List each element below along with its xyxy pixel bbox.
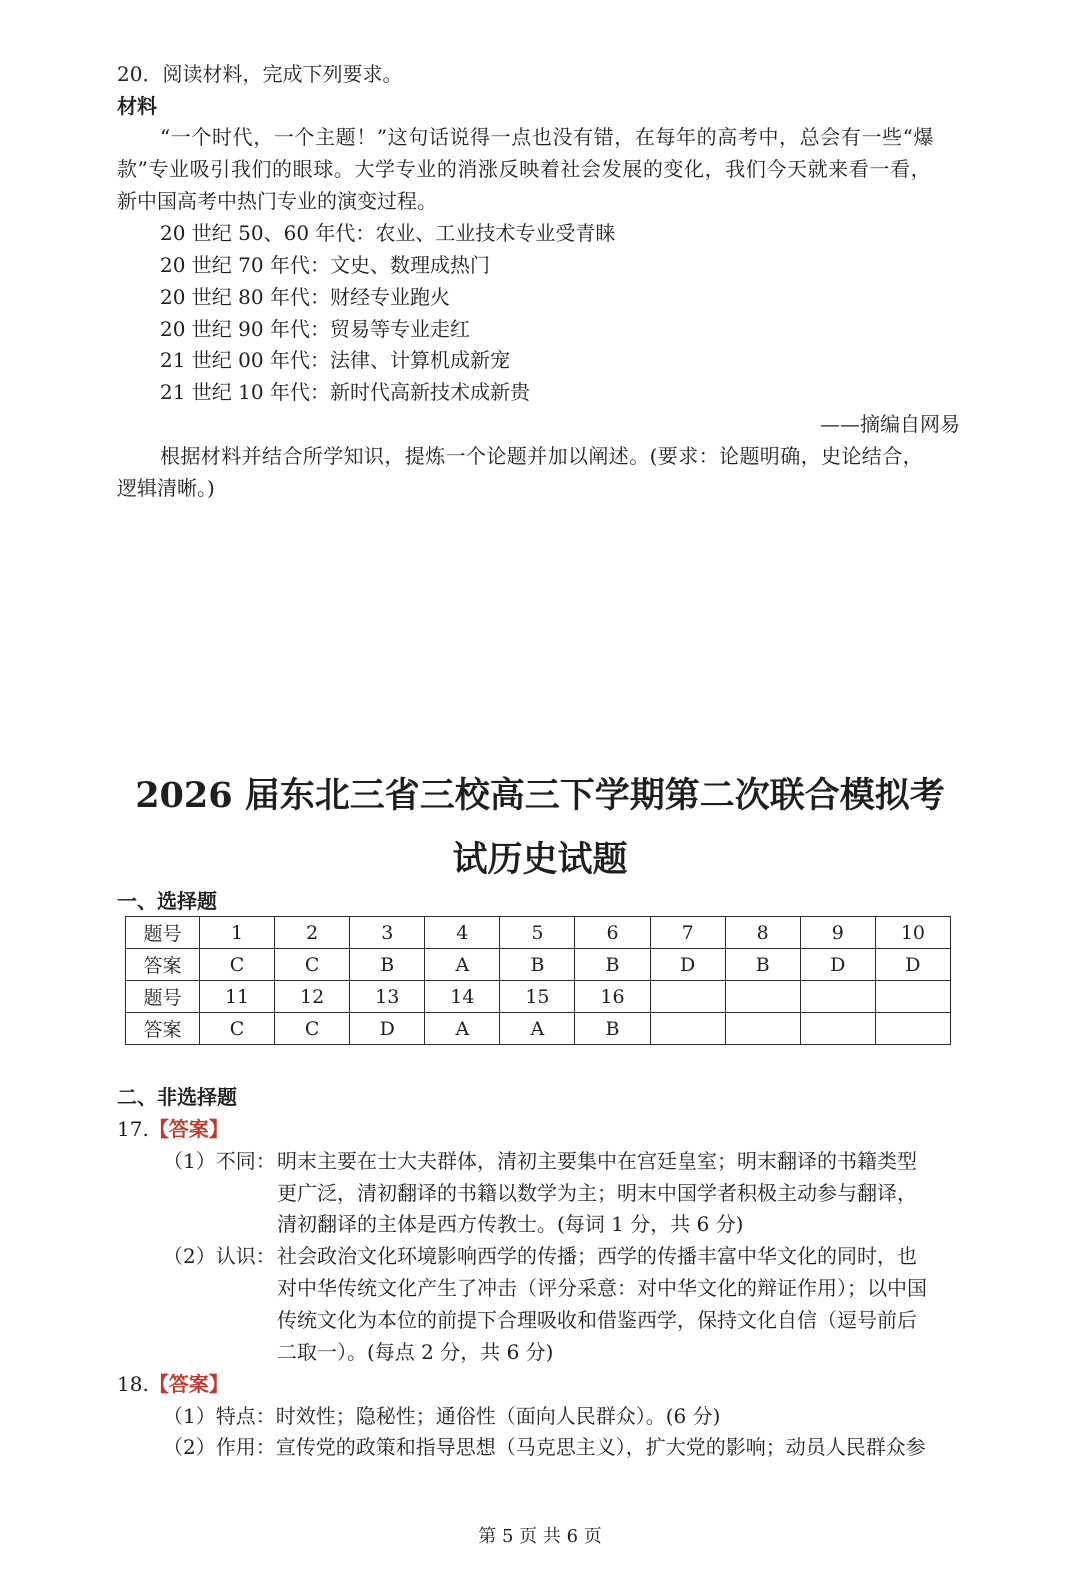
table-cell: C <box>200 1013 275 1045</box>
era-item: 20 世纪 80 年代：财经专业跑火 <box>160 285 450 309</box>
table-row <box>126 949 951 981</box>
table-cell: B <box>500 949 575 981</box>
answer-line: 二取一）。(每点 2 分，共 6 分) <box>277 1340 554 1364</box>
table-cell: A <box>425 1013 500 1045</box>
table-cell: 4 <box>425 917 500 949</box>
table-cell: 5 <box>500 917 575 949</box>
table-cell: C <box>200 949 275 981</box>
table-cell: C <box>275 949 350 981</box>
table-cell: 11 <box>200 981 275 1013</box>
task-line: 逻辑清晰。) <box>117 476 215 500</box>
table-cell <box>725 981 800 1013</box>
section1-label: 一、选择题 <box>117 889 217 913</box>
table-cell <box>650 981 725 1013</box>
table-row <box>126 981 951 1013</box>
q17-answer-tag: 【答案】 <box>148 1117 229 1141</box>
material-line: 款”专业吸引我们的眼球。大学专业的消涨反映着社会发展的变化，我们今天就来看一看， <box>117 157 932 181</box>
answer-table <box>125 916 951 1045</box>
table-row <box>126 917 951 949</box>
table-cell: 9 <box>800 917 875 949</box>
q17-part2-label: （2）认识： <box>163 1244 276 1268</box>
table-cell: B <box>575 949 650 981</box>
table-cell: B <box>575 1013 650 1045</box>
page-title-line2: 试历史试题 <box>452 839 628 880</box>
q18-part1: （1）特点：时效性；隐秘性；通俗性（面向人民群众）。(6 分) <box>163 1404 721 1428</box>
table-cell: 12 <box>275 981 350 1013</box>
q18-heading <box>117 1368 229 1400</box>
material-label: 材料 <box>117 94 157 118</box>
era-item: 20 世纪 50、60 年代：农业、工业技术专业受青睐 <box>160 221 616 245</box>
table-cell: 答案 <box>126 1013 200 1045</box>
answer-line: 传统文化为本位的前提下合理吸收和借鉴西学，保持文化自信（逗号前后 <box>277 1308 917 1332</box>
material-source: ——摘编自网易 <box>820 412 960 436</box>
table-row <box>126 1013 951 1045</box>
table-cell: 15 <box>500 981 575 1013</box>
table-cell: 8 <box>725 917 800 949</box>
table-cell: 1 <box>200 917 275 949</box>
material-line: 新中国高考中热门专业的演变过程。 <box>117 189 437 213</box>
table-cell: D <box>350 1013 425 1045</box>
table-cell: 10 <box>875 917 950 949</box>
table-cell: 14 <box>425 981 500 1013</box>
era-item: 21 世纪 00 年代：法律、计算机成新宠 <box>160 348 510 372</box>
table-cell <box>650 1013 725 1045</box>
table-cell <box>875 1013 950 1045</box>
table-cell: 7 <box>650 917 725 949</box>
era-item: 20 世纪 70 年代：文史、数理成热门 <box>160 253 490 277</box>
q18-answer-tag: 【答案】 <box>148 1372 229 1396</box>
q18-part2: （2）作用：宣传党的政策和指导思想（马克思主义），扩大党的影响；动员人民群众参 <box>163 1435 926 1459</box>
table-cell <box>800 981 875 1013</box>
table-cell: 答案 <box>126 949 200 981</box>
table-cell: 题号 <box>126 917 200 949</box>
table-cell <box>875 981 950 1013</box>
table-cell: 题号 <box>126 981 200 1013</box>
table-cell: D <box>875 949 950 981</box>
era-item: 20 世纪 90 年代：贸易等专业走红 <box>160 317 470 341</box>
page-footer: 第 5 页 共 6 页 <box>478 1526 602 1547</box>
task-line: 根据材料并结合所学知识，提炼一个论题并加以阐述。(要求：论题明确，史论结合， <box>160 444 924 468</box>
answer-line: 对中华传统文化产生了冲击（评分采意：对中华文化的辩证作用）；以中国 <box>277 1276 927 1300</box>
q17-heading <box>117 1113 229 1145</box>
table-cell: B <box>725 949 800 981</box>
table-cell: 6 <box>575 917 650 949</box>
table-cell <box>725 1013 800 1045</box>
table-cell: B <box>350 949 425 981</box>
material-line: “一个时代，一个主题！”这句话说得一点也没有错，在每年的高考中，总会有一些“爆 <box>160 125 935 149</box>
table-cell: 3 <box>350 917 425 949</box>
table-cell: C <box>275 1013 350 1045</box>
era-item: 21 世纪 10 年代：新时代高新技术成新贵 <box>160 380 530 404</box>
table-cell: A <box>425 949 500 981</box>
table-cell <box>800 1013 875 1045</box>
answer-line: 社会政治文化环境影响西学的传播；西学的传播丰富中华文化的同时，也 <box>277 1244 917 1268</box>
table-cell: D <box>800 949 875 981</box>
section2-label: 二、非选择题 <box>117 1085 237 1109</box>
table-cell: 2 <box>275 917 350 949</box>
table-cell: D <box>650 949 725 981</box>
q17-part1-label: （1）不同： <box>163 1149 276 1173</box>
answer-line: 更广泛，清初翻译的书籍以数学为主；明末中国学者积极主动参与翻译， <box>277 1181 917 1205</box>
q18-number: 18. <box>117 1372 149 1396</box>
q20-heading: 20．阅读材料，完成下列要求。 <box>117 62 403 86</box>
q17-number: 17. <box>117 1117 149 1141</box>
table-cell: A <box>500 1013 575 1045</box>
answer-line: 明末主要在士大夫群体，清初主要集中在宫廷皇室；明末翻译的书籍类型 <box>277 1149 917 1173</box>
answer-line: 清初翻译的主体是西方传教士。(每词 1 分，共 6 分) <box>277 1212 744 1236</box>
page-title-line1: 2026 届东北三省三校高三下学期第二次联合模拟考 <box>135 775 945 816</box>
table-cell: 16 <box>575 981 650 1013</box>
table-cell: 13 <box>350 981 425 1013</box>
